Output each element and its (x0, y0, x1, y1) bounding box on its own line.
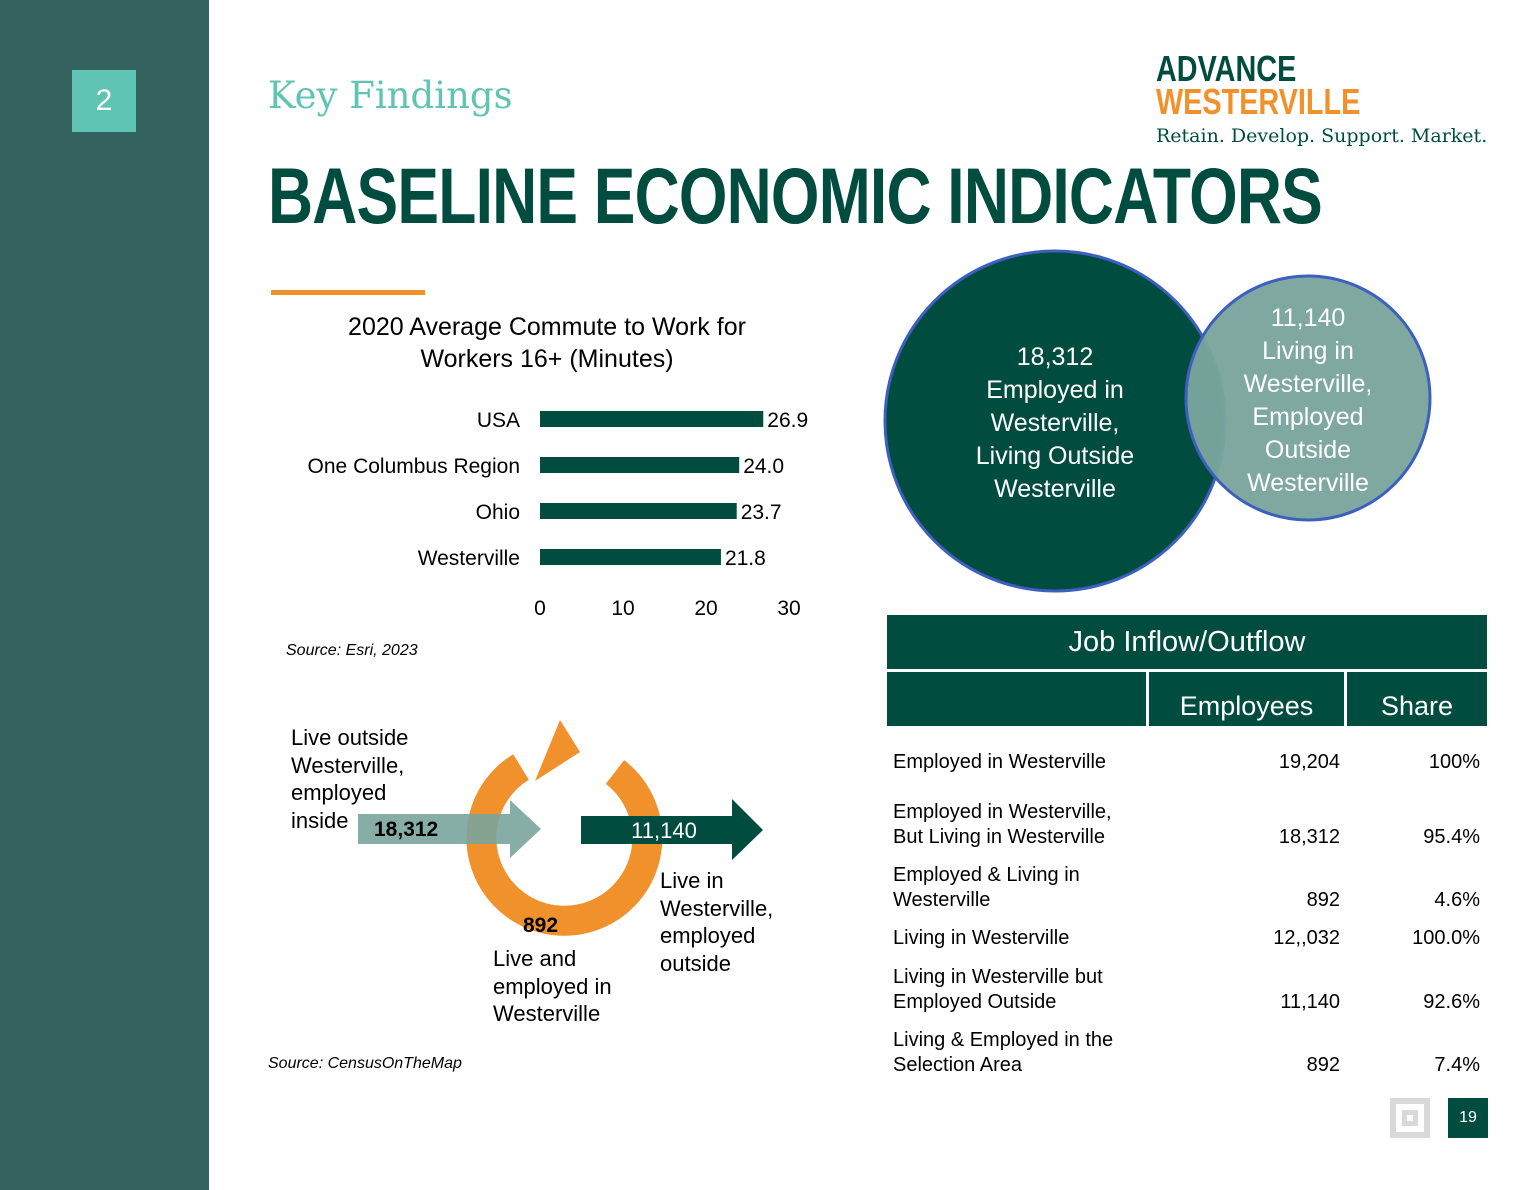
outflow-value: 11,140 (631, 818, 697, 843)
logo-tagline: Retain. Develop. Support. Market. (1156, 125, 1488, 147)
inflow-value: 18,312 (374, 818, 439, 841)
section-number-badge: 2 (72, 70, 136, 132)
logo-line-westerville: WESTERVILLE (1156, 81, 1361, 122)
table-header-employees: Employees (1149, 672, 1344, 726)
row-share: 92.6% (1423, 991, 1480, 1013)
table-title: Job Inflow/Outflow (887, 615, 1487, 669)
row-share: 100.0% (1412, 927, 1480, 949)
sidebar (0, 0, 209, 1190)
chart-title: 2020 Average Commute to Work for Workers 16+ (Minutes) (348, 313, 746, 373)
bar-category-label: USA (476, 409, 520, 432)
table-header-row (887, 672, 1487, 726)
page-number: 19 (1448, 1098, 1488, 1138)
venn-right-label: 11,140 Living in Westerville, Employed Outside Westerville (1243, 304, 1373, 497)
job-flow-table (887, 615, 1487, 1076)
bar (540, 411, 763, 427)
commute-bar-chart (270, 395, 830, 625)
bar-category-label: Ohio (475, 501, 520, 524)
row-employees: 19,204 (1278, 751, 1340, 773)
bar-category-label: Westerville (417, 547, 520, 570)
accent-divider (271, 290, 425, 295)
x-tick-label: 20 (694, 597, 718, 620)
row-label: Employed & Living in Westerville (893, 864, 1080, 911)
x-tick-label: 10 (611, 597, 635, 620)
table-header-share: Share (1347, 672, 1487, 726)
bar-category-label: One Columbus Region (307, 455, 520, 478)
row-label: Employed in Westerville (893, 751, 1107, 773)
internal-value: 892 (523, 914, 559, 937)
bar-value-label: 21.8 (724, 547, 766, 570)
row-share: 100% (1428, 751, 1480, 773)
row-employees: 892 (1306, 889, 1340, 911)
flow-source: Source: CensusOnTheMap (268, 1055, 462, 1072)
x-tick-label: 0 (534, 597, 546, 620)
chart-source: Source: Esri, 2023 (286, 642, 418, 659)
internal-description: Live and employed in Westerville (493, 946, 612, 1026)
bar (540, 549, 721, 565)
row-employees: 18,312 (1278, 826, 1340, 848)
row-employees: 892 (1306, 1054, 1340, 1076)
row-label: Living in Westerville (893, 927, 1070, 949)
table-row (887, 1028, 1487, 1078)
logo-line-advance: ADVANCE (1156, 48, 1297, 89)
x-tick-label: 30 (777, 597, 801, 620)
table-header-blank (887, 672, 1146, 726)
table-row (887, 863, 1487, 913)
table-row (887, 800, 1487, 850)
row-label: Employed in Westerville, But Living in Westerville (893, 801, 1112, 848)
page-title: BASELINE ECONOMIC INDICATORS (268, 151, 1322, 240)
row-share: 4.6% (1434, 889, 1480, 911)
table-row (887, 750, 1487, 775)
row-share: 95.4% (1423, 826, 1480, 848)
row-share: 7.4% (1434, 1054, 1480, 1076)
section-kicker: Key Findings (268, 74, 513, 117)
row-employees: 12,,032 (1273, 927, 1340, 949)
footer-logo-icon (1390, 1098, 1430, 1138)
row-label: Living in Westerville but Employed Outside (893, 966, 1103, 1013)
bar-value-label: 26.9 (767, 409, 809, 432)
table-row (887, 926, 1487, 951)
inflow-description: Live outside Westerville, employed inside (291, 725, 409, 833)
bar-value-label: 24.0 (743, 455, 785, 478)
bar (540, 503, 737, 519)
row-employees: 11,140 (1280, 991, 1340, 1013)
venn-left-label: 18,312 Employed in Westerville, Living Outside Westerville (975, 343, 1135, 503)
table-row (887, 965, 1487, 1015)
row-label: Living & Employed in the Selection Area (893, 1029, 1114, 1076)
outflow-description: Live in Westerville, employed outside (660, 868, 774, 976)
circular-arrow-head (535, 720, 580, 781)
bar (540, 457, 739, 473)
bar-value-label: 23.7 (740, 501, 782, 524)
